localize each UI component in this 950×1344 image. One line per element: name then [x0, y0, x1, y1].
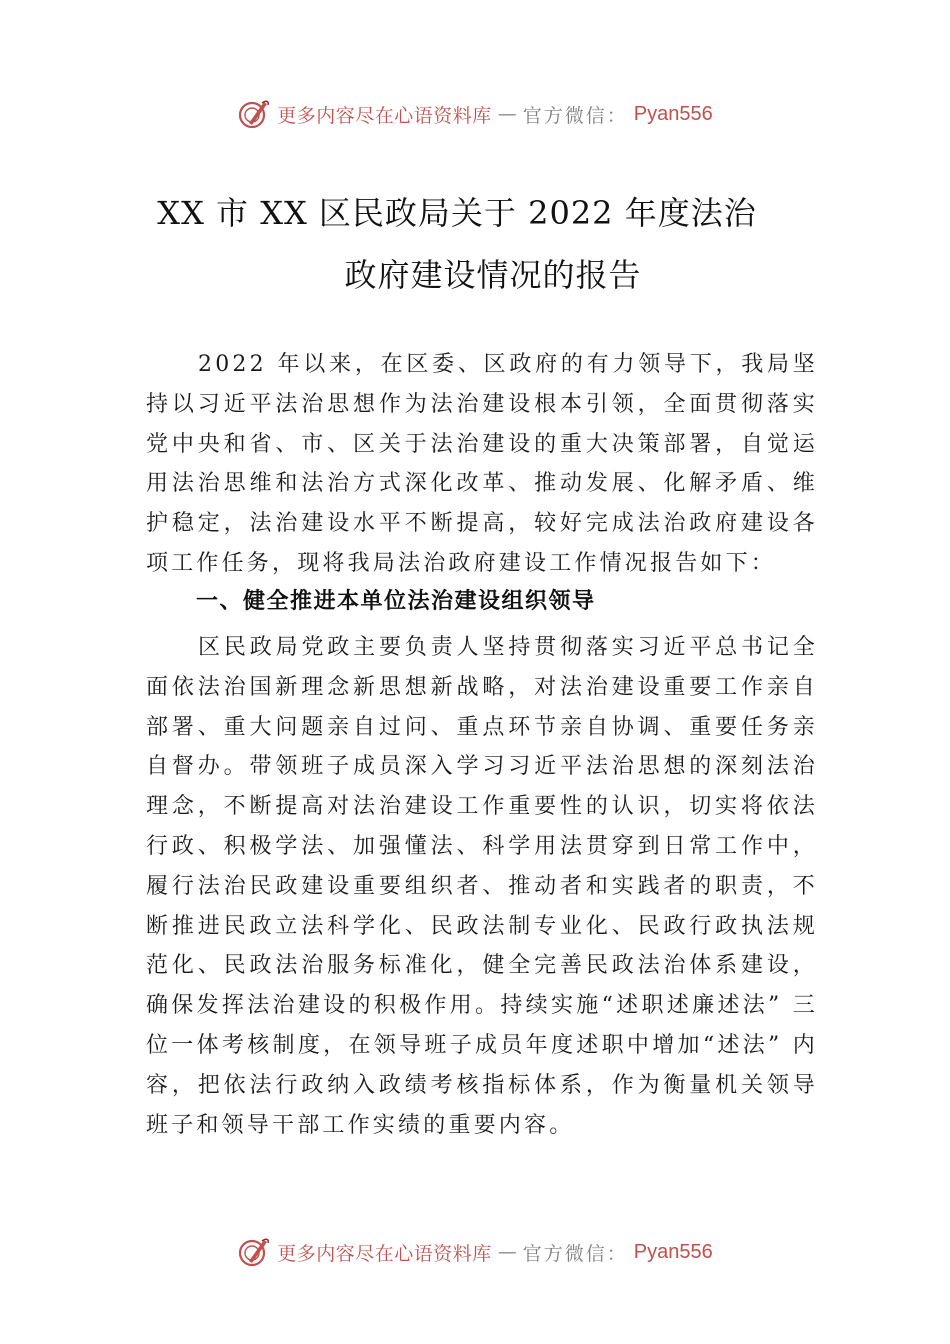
watermark-dash: —	[497, 103, 517, 125]
watermark-text: 更多内容尽在心语资料库	[277, 1242, 492, 1265]
watermark-dash: —	[497, 1241, 517, 1263]
section1-heading: 一、健全推进本单位法治建设组织领导	[196, 589, 596, 614]
document-title-line2: 政府建设情况的报告	[344, 256, 642, 294]
section1-paragraph: 区民政局党政主要负责人坚持贯彻落实习近平总书记全面依法治国新理念新思想新战略，对法治建设重要工作亲自部署、重大问题亲自过问、重点环节亲自协调、重要任务亲自督办。带领班子成员深入学习习近平法治思想的深刻法治理念，不断提高对法治建设工作重要性的认识，切实将依法行政、积极学法、加强懂法、科学用法贯穿到日常工作中，履行法治民政建设重要组织者、推动者和实践者的职责，不断推进民政立法科学化、民政法制专业化、民政行政执法规范化、民政法治服务标准化，健全完善民政法治体系建设， 确保发挥法治建设的积极作用。持续实施“述职述廉述法” 三位一体考核制度，在领导班子成员年度述职中增加“述法” 内容，把依法行政纳入政绩考核指标体系，作为衡量机关领导班子和领导干部工作实绩的重要内容。	[146, 635, 818, 1138]
intro-paragraph: 2022 年以来，在区委、区政府的有力领导下，我局坚持以习近平法治思想作为法治建设根本引领，全面贯彻落实党中央和省、市、区关于法治建设的重大决策部署，自觉运用法治思维和法治方式深化改革、推动发展、化解矛盾、维护稳定，法治建设水平不断提高，较好完成法治政府建设各项工作任务，现将我局法治政府建设工作情况报告如下：	[146, 352, 818, 576]
watermark-wechat-id: Pyan556	[633, 1240, 713, 1263]
watermark-text: 更多内容尽在心语资料库	[277, 104, 492, 127]
quill-seal-logo-icon	[237, 1235, 271, 1269]
footer-watermark	[0, 1230, 950, 1274]
document-title-line1: XX 市 XX 区民政局关于 2022 年度法治	[157, 194, 757, 232]
watermark-label: 官方微信：	[522, 1242, 628, 1265]
quill-seal-logo-icon	[237, 97, 271, 131]
watermark-wechat-id: Pyan556	[633, 102, 713, 125]
watermark-label: 官方微信：	[522, 104, 628, 127]
header-watermark	[0, 92, 950, 136]
